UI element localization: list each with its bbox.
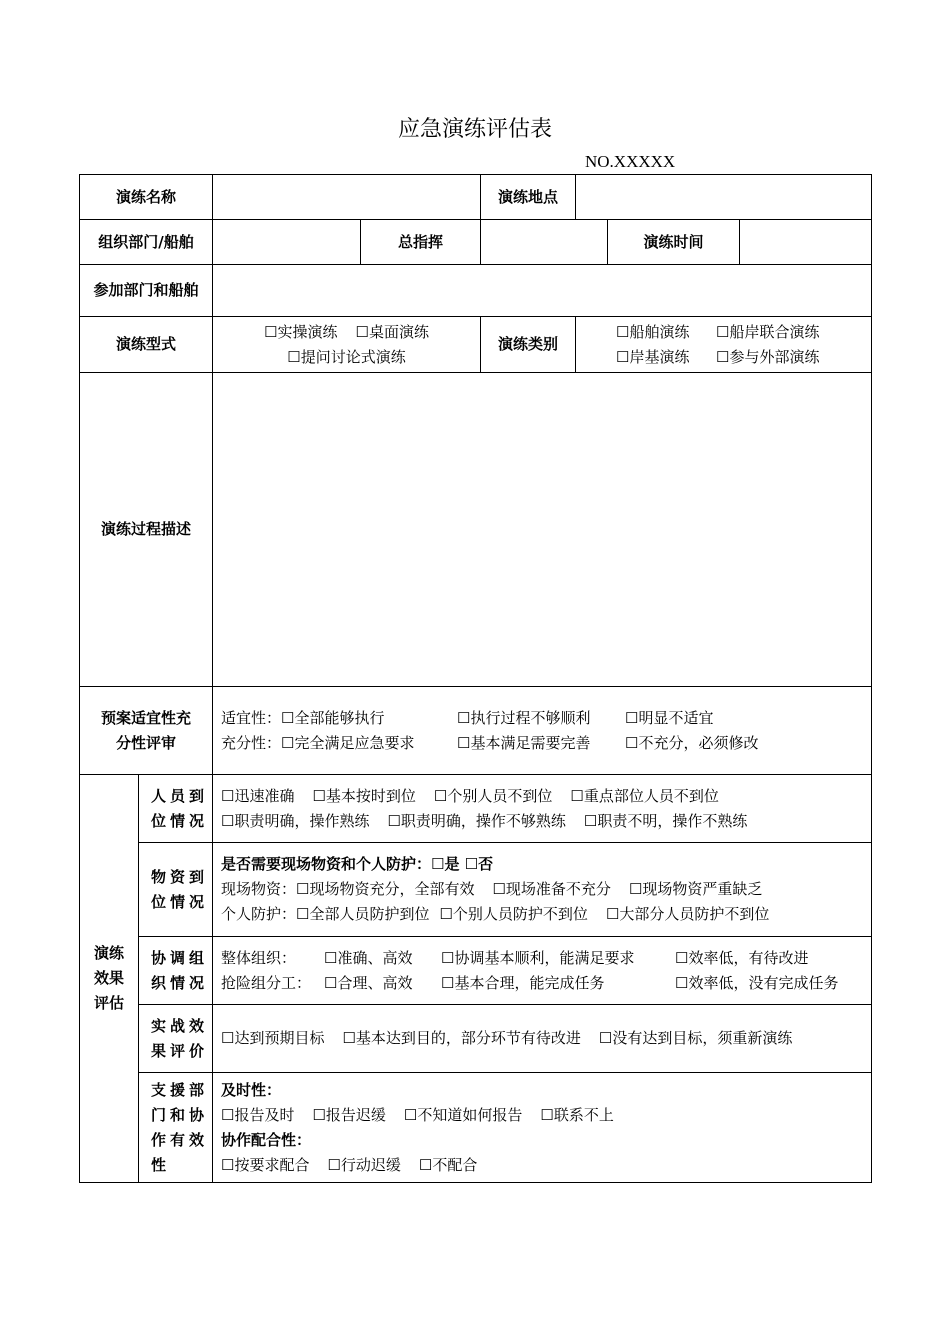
- form-option-tabletop[interactable]: ☐桌面演练: [355, 322, 429, 341]
- category-option-ship[interactable]: ☐船舶演练: [616, 322, 690, 341]
- suitability-option-unsuitable[interactable]: ☐明显不适宜: [625, 708, 714, 727]
- cooperation-heading: 协作配合性：: [221, 1130, 312, 1149]
- coordination-option-low[interactable]: ☐效率低，有待改进: [675, 948, 809, 967]
- personnel-option-unclear[interactable]: ☐职责不明，操作不熟练: [583, 811, 748, 830]
- division-option-basic[interactable]: ☐基本合理，能完成任务: [441, 973, 605, 992]
- personnel-option-less-skilled[interactable]: ☐职责明确，操作不够熟练: [387, 811, 566, 830]
- commander-field[interactable]: [481, 220, 608, 265]
- cooperation-option-none[interactable]: ☐不配合: [418, 1155, 478, 1174]
- document-number: NO.XXXXX: [585, 152, 676, 171]
- page-title: 应急演练评估表: [397, 117, 552, 142]
- drill-location-label: 演练地点: [481, 175, 576, 220]
- drill-time-label: 演练时间: [608, 220, 740, 265]
- coordination-option-smooth[interactable]: ☐协调基本顺利，能满足要求: [441, 948, 635, 967]
- timeliness-option-unknown[interactable]: ☐不知道如何报告: [403, 1105, 523, 1124]
- division-option-reasonable[interactable]: ☐合理、高效: [324, 973, 413, 992]
- suitability-option-all[interactable]: ☐全部能够执行: [281, 708, 385, 727]
- drill-location-field[interactable]: [576, 175, 872, 220]
- form-option-discussion[interactable]: ☐提问讨论式演练: [287, 347, 406, 366]
- form-option-practical[interactable]: ☐实操演练: [264, 322, 338, 341]
- actual-option-achieved[interactable]: ☐达到预期目标: [221, 1029, 325, 1047]
- coordination-label: 协调组织情况: [139, 937, 213, 1005]
- commander-label: 总指挥: [361, 220, 481, 265]
- actual-option-basic[interactable]: ☐基本达到目的，部分环节有待改进: [342, 1029, 581, 1047]
- drill-name-label: 演练名称: [80, 175, 213, 220]
- plan-review-label: 预案适宜性充分性评审: [80, 687, 213, 775]
- materials-option-lacking[interactable]: ☐现场物资严重缺乏: [628, 880, 763, 898]
- process-description-field[interactable]: [213, 373, 872, 687]
- drill-category-options: [576, 317, 872, 373]
- materials-label: 物资到位情况: [139, 843, 213, 937]
- personnel-option-skilled[interactable]: ☐职责明确，操作熟练: [221, 811, 370, 830]
- personnel-option-some-absent[interactable]: ☐个别人员不到位: [433, 786, 553, 805]
- personnel-label: 人员到位情况: [139, 775, 213, 843]
- process-description-label: 演练过程描述: [80, 373, 213, 687]
- adequacy-option-insufficient[interactable]: ☐不充分，必须修改: [625, 733, 759, 752]
- personnel-option-fast[interactable]: ☐迅速准确: [221, 786, 295, 805]
- division-option-low[interactable]: ☐效率低，没有完成任务: [675, 973, 839, 992]
- drill-time-field[interactable]: [740, 220, 872, 265]
- support-label: 支援部门和协作有效性: [139, 1073, 213, 1183]
- adequacy-option-basic[interactable]: ☐基本满足需要完善: [457, 733, 591, 752]
- personnel-options: [213, 775, 872, 843]
- protection-option-all[interactable]: ☐全部人员防护到位: [296, 905, 430, 923]
- category-option-ship-shore[interactable]: ☐船岸联合演练: [716, 322, 820, 341]
- cooperation-option-slow[interactable]: ☐行动迟缓: [327, 1155, 401, 1174]
- coordination-options: [213, 937, 872, 1005]
- org-dept-field[interactable]: [213, 220, 361, 265]
- support-options: [213, 1073, 872, 1183]
- suitability-option-not-smooth[interactable]: ☐执行过程不够顺利: [457, 708, 591, 727]
- materials-option-insufficient[interactable]: ☐现场准备不充分: [492, 880, 611, 898]
- personnel-option-key-absent[interactable]: ☐重点部位人员不到位: [570, 786, 719, 805]
- suitability-prefix: 适宜性：: [221, 708, 282, 727]
- materials-onsite-prefix: 现场物资：: [221, 880, 297, 898]
- personnel-option-ontime[interactable]: ☐基本按时到位: [312, 786, 416, 805]
- coordination-overall-prefix: 整体组织：: [221, 948, 297, 967]
- plan-review-options: [213, 687, 872, 775]
- participants-label: 参加部门和船舶: [80, 265, 213, 317]
- actual-effect-label: 实战效果评价: [139, 1005, 213, 1073]
- timeliness-option-slow[interactable]: ☐报告迟缓: [312, 1105, 386, 1124]
- drill-form-label: 演练型式: [80, 317, 213, 373]
- cooperation-option-compliant[interactable]: ☐按要求配合: [221, 1155, 310, 1174]
- category-option-external[interactable]: ☐参与外部演练: [716, 347, 820, 366]
- actual-option-failed[interactable]: ☐没有达到目标，须重新演练: [598, 1029, 793, 1047]
- protection-option-some[interactable]: ☐个别人员防护不到位: [439, 905, 588, 923]
- adequacy-option-full[interactable]: ☐完全满足应急要求: [281, 733, 415, 752]
- coordination-option-accurate[interactable]: ☐准确、高效: [324, 948, 413, 967]
- drill-evaluation-table: [79, 174, 872, 1183]
- drill-form-options: [213, 317, 481, 373]
- actual-effect-options: [213, 1005, 872, 1073]
- drill-name-field[interactable]: [213, 175, 481, 220]
- materials-question[interactable]: 是否需要现场物资和个人防护：☐是 ☐否: [221, 855, 494, 873]
- materials-options: [213, 843, 872, 937]
- timeliness-heading: 及时性：: [221, 1080, 282, 1099]
- coordination-division-prefix: 抢险组分工：: [221, 973, 312, 992]
- drill-category-label: 演练类别: [481, 317, 576, 373]
- org-dept-label: 组织部门/船舶: [80, 220, 213, 265]
- timeliness-option-timely[interactable]: ☐报告及时: [221, 1105, 295, 1124]
- timeliness-option-unreachable[interactable]: ☐联系不上: [540, 1105, 614, 1124]
- category-option-shore[interactable]: ☐岸基演练: [616, 347, 690, 366]
- adequacy-prefix: 充分性：: [221, 733, 282, 752]
- effect-evaluation-label: 演练效果评估: [80, 775, 139, 1183]
- materials-option-sufficient[interactable]: ☐现场物资充分，全部有效: [296, 880, 475, 898]
- materials-protection-prefix: 个人防护：: [221, 905, 297, 923]
- participants-field[interactable]: [213, 265, 872, 317]
- protection-option-most[interactable]: ☐大部分人员防护不到位: [605, 905, 770, 923]
